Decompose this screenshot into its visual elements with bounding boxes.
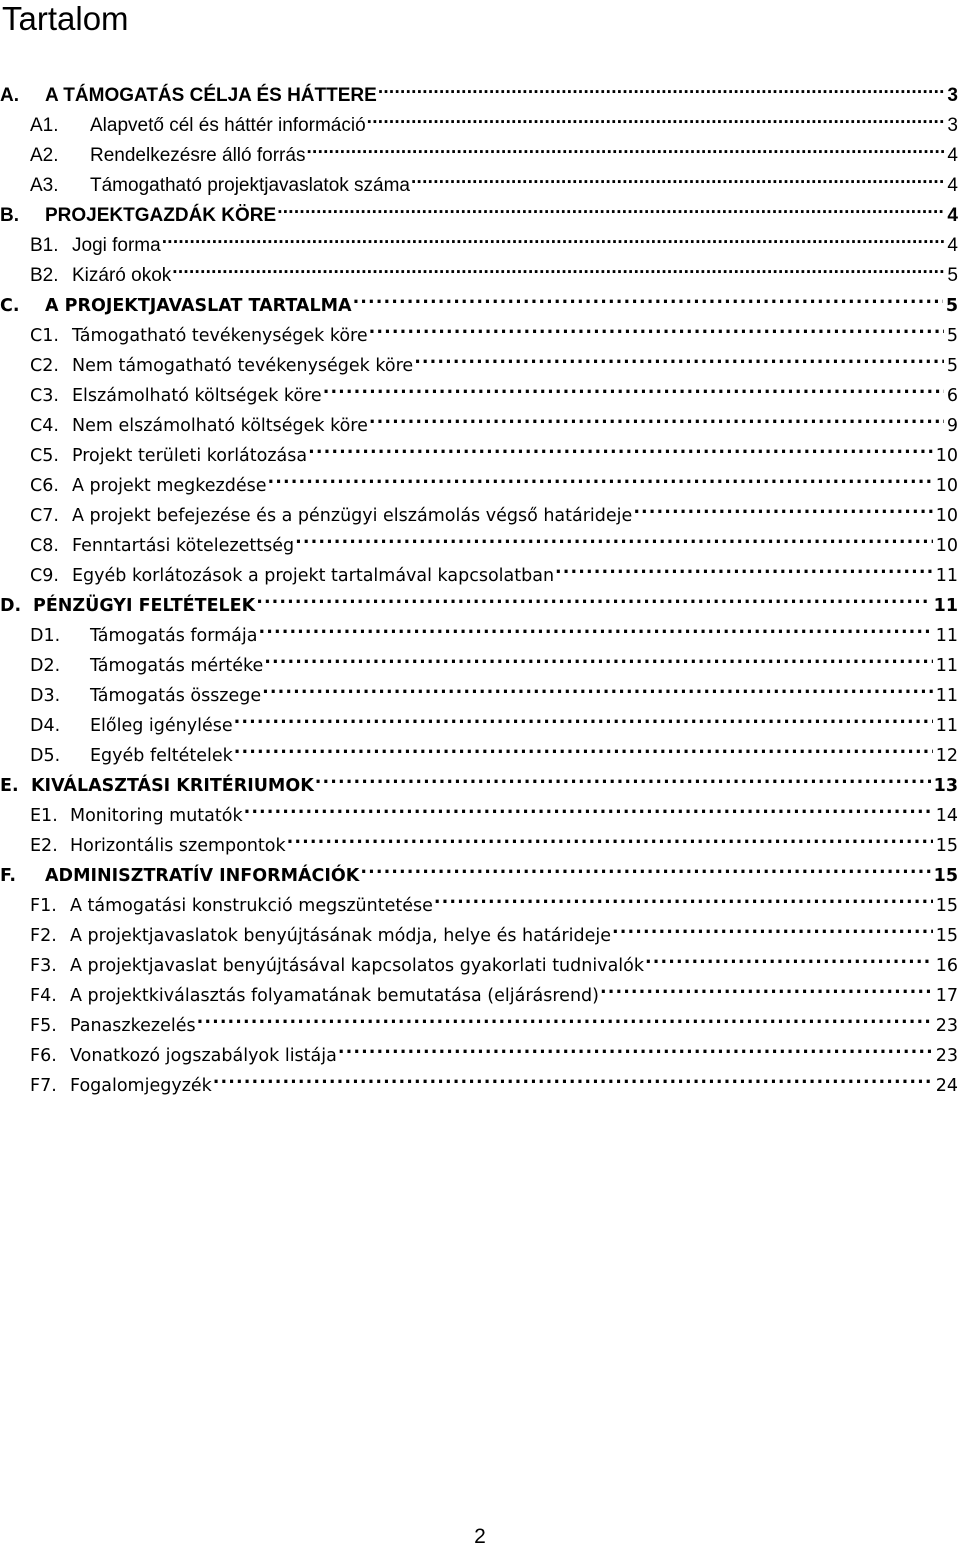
- toc-dot-leader: [315, 765, 931, 791]
- toc-entry-title: Előleg igénylése: [90, 716, 233, 736]
- toc-entry-number: D2.: [30, 656, 61, 676]
- toc-dot-leader: [172, 255, 944, 281]
- toc-entry-number: C6.: [30, 476, 59, 496]
- toc-entry-page: 23: [935, 1016, 958, 1036]
- toc-dot-leader: [234, 705, 933, 731]
- toc-entry-page: 24: [935, 1076, 958, 1096]
- toc-dot-leader: [645, 945, 933, 971]
- toc-entry[interactable]: [0, 135, 960, 166]
- toc-entry-title: Kizáró okok: [72, 265, 172, 286]
- toc-entry-number: F5.: [30, 1016, 57, 1036]
- toc-entry-title: Támogatható tevékenységek köre: [72, 326, 368, 346]
- toc-dot-leader: [369, 405, 944, 431]
- toc-entry-title: A TÁMOGATÁS CÉLJA ÉS HÁTTERE: [45, 85, 377, 106]
- toc-dot-leader: [213, 1065, 933, 1091]
- toc-entry-page: 15: [933, 866, 958, 886]
- toc-entry-page: 11: [935, 686, 958, 706]
- toc-entry[interactable]: [0, 345, 960, 376]
- toc-entry-page: 15: [935, 896, 958, 916]
- toc-entry-title: Egyéb korlátozások a projekt tartalmával kapcsolatban: [72, 566, 555, 586]
- toc-dot-leader: [306, 135, 944, 161]
- toc-entry-number: C8.: [30, 536, 59, 556]
- toc-entry[interactable]: [0, 555, 960, 586]
- toc-entry-title: Panaszkezelés: [70, 1016, 196, 1036]
- toc-entry-number: A1.: [30, 115, 59, 136]
- toc-entry-title: Támogatás mértéke: [90, 656, 264, 676]
- toc-entry-page: 11: [935, 566, 958, 586]
- toc-dot-leader: [162, 225, 945, 251]
- toc-entry-number: E1.: [30, 806, 58, 826]
- toc-entry-number: D1.: [30, 626, 61, 646]
- toc-entry[interactable]: [0, 435, 960, 466]
- toc-entry-number: F2.: [30, 926, 57, 946]
- toc-entry-title: Támogatás formája: [90, 626, 258, 646]
- toc-entry-page: 23: [935, 1046, 958, 1066]
- toc-entry-number: A.: [0, 85, 19, 106]
- toc-entry-title: Vonatkozó jogszabályok listája: [70, 1046, 337, 1066]
- toc-entry-title: Jogi forma: [72, 235, 161, 256]
- toc-entry-title: ADMINISZTRATÍV INFORMÁCIÓK: [45, 866, 360, 886]
- toc-entry-title: Fenntartási kötelezettség: [72, 536, 295, 556]
- toc-entry-number: B1.: [30, 235, 59, 256]
- toc-entry-title: Fogalomjegyzék: [70, 1076, 212, 1096]
- toc-entry-page: 15: [935, 926, 958, 946]
- toc-entry[interactable]: [0, 195, 960, 226]
- toc-entry-title: Támogatás összege: [90, 686, 262, 706]
- toc-entry-title: PROJEKTGAZDÁK KÖRE: [45, 205, 277, 226]
- toc-dot-leader: [414, 345, 944, 371]
- toc-entry[interactable]: [0, 765, 960, 796]
- toc-entry-number: C1.: [30, 326, 59, 346]
- toc-entry-page: 5: [946, 326, 958, 346]
- toc-entry-number: F1.: [30, 896, 57, 916]
- toc-entry[interactable]: [0, 705, 960, 736]
- toc-entry-title: KIVÁLASZTÁSI KRITÉRIUMOK: [31, 776, 314, 796]
- toc-entry[interactable]: [0, 165, 960, 196]
- toc-entry-page: 11: [933, 596, 958, 616]
- toc-entry-number: C4.: [30, 416, 59, 436]
- toc-entry[interactable]: [0, 735, 960, 766]
- toc-dot-leader: [264, 645, 932, 671]
- toc-entry-number: E2.: [30, 836, 58, 856]
- toc-entry-title: Horizontális szempontok: [70, 836, 286, 856]
- toc-dot-leader: [612, 915, 933, 941]
- toc-entry-page: 5: [946, 356, 958, 376]
- toc-dot-leader: [258, 615, 932, 641]
- toc-entry-title: A projektjavaslatok benyújtásának módja, helye és határideje: [70, 926, 612, 946]
- toc-dot-leader: [633, 495, 932, 521]
- toc-entry-title: A projekt befejezése és a pénzügyi elszámolás végső határideje: [72, 506, 633, 526]
- toc-entry-title: Nem támogatható tevékenységek köre: [72, 356, 414, 376]
- toc-dot-leader: [353, 285, 943, 311]
- toc-entry-number: E.: [0, 776, 19, 796]
- toc-entry[interactable]: [0, 315, 960, 346]
- toc-dot-leader: [295, 525, 933, 551]
- toc-entry-page: 4: [947, 145, 958, 166]
- toc-entry[interactable]: [0, 225, 960, 256]
- toc-entry-number: D.: [0, 596, 22, 616]
- toc-entry-title: Alapvető cél és háttér információ: [90, 115, 366, 136]
- toc-entry-title: Rendelkezésre álló forrás: [90, 145, 306, 166]
- toc-entry[interactable]: [0, 375, 960, 406]
- toc-entry-number: C5.: [30, 446, 59, 466]
- toc-entry[interactable]: [0, 405, 960, 436]
- toc-entry[interactable]: [0, 105, 960, 136]
- toc-entry-number: D4.: [30, 716, 61, 736]
- toc-entry-page: 11: [935, 716, 958, 736]
- toc-entry-number: A3.: [30, 175, 59, 196]
- toc-entry-page: 14: [935, 806, 958, 826]
- toc-dot-leader: [378, 75, 945, 101]
- toc-dot-leader: [411, 165, 944, 191]
- toc-entry[interactable]: [0, 675, 960, 706]
- toc-dot-leader: [434, 885, 933, 911]
- toc-entry-page: 5: [947, 265, 958, 286]
- toc-dot-leader: [256, 585, 930, 611]
- toc-entry-number: C2.: [30, 356, 59, 376]
- toc-dot-leader: [360, 855, 930, 881]
- toc-dot-leader: [369, 315, 944, 341]
- toc-entry[interactable]: [0, 285, 960, 316]
- toc-entry-page: 10: [935, 446, 958, 466]
- toc-entry[interactable]: [0, 75, 960, 106]
- toc-dot-leader: [338, 1035, 933, 1061]
- toc-entry-page: 13: [933, 776, 958, 796]
- toc-entry-number: F6.: [30, 1046, 57, 1066]
- toc-entry-number: C.: [0, 296, 20, 316]
- toc-entry[interactable]: [0, 495, 960, 526]
- toc-entry-page: 11: [935, 656, 958, 676]
- toc-entry[interactable]: [0, 615, 960, 646]
- toc-dot-leader: [600, 975, 933, 1001]
- toc-entry-page: 15: [935, 836, 958, 856]
- toc-entry-number: B2.: [30, 265, 59, 286]
- toc-entry-title: Támogatható projektjavaslatok száma: [90, 175, 410, 196]
- toc-entry-title: A PROJEKTJAVASLAT TARTALMA: [45, 296, 352, 316]
- toc-entry[interactable]: [0, 1035, 960, 1066]
- toc-entry-number: D3.: [30, 686, 61, 706]
- page-number: 2: [474, 1525, 486, 1548]
- toc-entry-number: C7.: [30, 506, 59, 526]
- toc-dot-leader: [197, 1005, 933, 1031]
- toc-dot-leader: [555, 555, 933, 581]
- toc-entry-number: D5.: [30, 746, 61, 766]
- toc-entry-title: A projektkiválasztás folyamatának bemutatása (eljárásrend): [70, 986, 599, 1006]
- toc-entry-page: 4: [947, 205, 958, 226]
- toc-entry[interactable]: [0, 855, 960, 886]
- toc-dot-leader: [308, 435, 933, 461]
- toc-entry[interactable]: [0, 645, 960, 676]
- toc-entry-title: PÉNZÜGYI FELTÉTELEK: [33, 596, 256, 616]
- toc-entry-page: 10: [935, 536, 958, 556]
- toc-entry-number: B.: [0, 205, 19, 226]
- toc-dot-leader: [287, 825, 933, 851]
- toc-entry-page: 4: [947, 235, 958, 256]
- toc-dot-leader: [268, 465, 933, 491]
- toc-entry-title: A projekt megkezdése: [72, 476, 267, 496]
- toc-entry[interactable]: [0, 585, 960, 616]
- toc-entry[interactable]: [0, 915, 960, 946]
- toc-entry[interactable]: [0, 975, 960, 1006]
- toc-entry[interactable]: [0, 1065, 960, 1096]
- toc-dot-leader: [367, 105, 945, 131]
- toc-entry-page: 3: [947, 115, 958, 136]
- toc-entry-page: 10: [935, 506, 958, 526]
- toc-entry[interactable]: [0, 525, 960, 556]
- toc-entry[interactable]: [0, 255, 960, 286]
- toc-entry[interactable]: [0, 825, 960, 856]
- toc-entry-title: Elszámolható költségek köre: [72, 386, 322, 406]
- toc-entry[interactable]: [0, 885, 960, 916]
- toc-entry-page: 9: [946, 416, 958, 436]
- toc-entry-title: A támogatási konstrukció megszüntetése: [70, 896, 433, 916]
- toc-entry-number: C3.: [30, 386, 59, 406]
- toc-entry-page: 12: [935, 746, 958, 766]
- toc-entry-page: 5: [945, 296, 958, 316]
- toc-entry-page: 6: [946, 386, 958, 406]
- toc-dot-leader: [262, 675, 933, 701]
- toc-entry-title: Nem elszámolható költségek köre: [72, 416, 368, 436]
- toc-entry[interactable]: [0, 795, 960, 826]
- toc-entry-title: Projekt területi korlátozása: [72, 446, 308, 466]
- toc-entry-page: 11: [935, 626, 958, 646]
- toc-entry-page: 17: [935, 986, 958, 1006]
- toc-entry[interactable]: [0, 465, 960, 496]
- toc-entry-number: F3.: [30, 956, 57, 976]
- toc-entry-title: A projektjavaslat benyújtásával kapcsolatos gyakorlati tudnivalók: [70, 956, 644, 976]
- toc-entry-number: C9.: [30, 566, 59, 586]
- toc-entry-number: F4.: [30, 986, 57, 1006]
- toc-entry-number: F7.: [30, 1076, 57, 1096]
- toc-entry-page: 3: [947, 85, 958, 106]
- toc-entry-number: A2.: [30, 145, 59, 166]
- toc-entry-page: 16: [935, 956, 958, 976]
- toc-entry-title: Egyéb feltételek: [90, 746, 233, 766]
- toc-entry[interactable]: [0, 945, 960, 976]
- toc-entry-page: 4: [947, 175, 958, 196]
- toc-entry-page: 10: [935, 476, 958, 496]
- toc-entry-number: F.: [0, 866, 17, 886]
- toc-entry-title: Monitoring mutatók: [70, 806, 243, 826]
- toc-dot-leader: [244, 795, 933, 821]
- toc-dot-leader: [323, 375, 944, 401]
- toc-entry[interactable]: [0, 1005, 960, 1036]
- page-title: Tartalom: [2, 0, 129, 37]
- toc-dot-leader: [234, 735, 933, 761]
- toc-dot-leader: [277, 195, 944, 221]
